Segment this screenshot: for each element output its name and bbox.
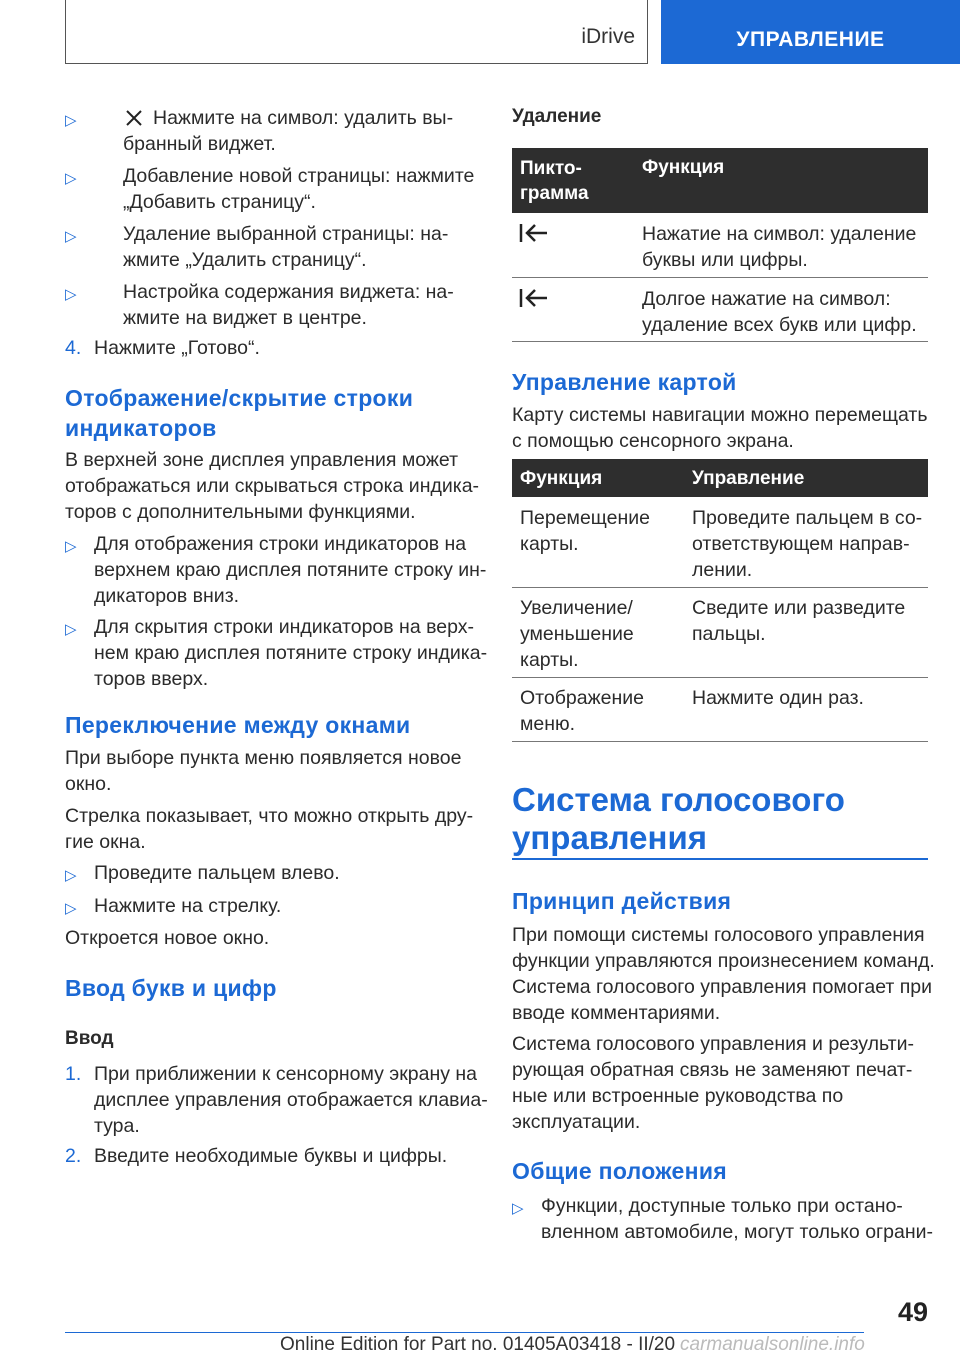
row-divider — [512, 277, 928, 278]
table-cell — [642, 286, 917, 338]
table-cell — [692, 685, 864, 711]
list-item-text: Удаление выбранной страницы: на- — [123, 223, 449, 245]
text-line: Для отображения строки индикаторов на — [94, 533, 467, 555]
watermark: carmanualsonline.info — [680, 1334, 865, 1355]
step-number: 2. — [65, 1145, 82, 1167]
header-line: грамма — [520, 183, 589, 204]
text-line: Нажмите один раз. — [692, 687, 864, 709]
text-line: Система голосового управления и результи- — [512, 1033, 914, 1055]
subheading-delete: Удаление — [512, 106, 602, 127]
table-cell — [642, 221, 916, 273]
text-line: При помощи системы голосового управления — [512, 924, 925, 946]
paragraph — [65, 803, 473, 855]
table-cell — [692, 595, 905, 647]
text-line: гие окна. — [65, 831, 146, 853]
text-line: буквы или цифры. — [642, 249, 808, 271]
paragraph — [512, 922, 935, 1026]
text-line: нем краю дисплея потяните строку индика- — [94, 642, 488, 664]
text-line: дисплее управления отображается клавиа- — [94, 1089, 488, 1111]
subheading-input: Ввод — [65, 1028, 114, 1049]
text-line: меню. — [520, 713, 576, 735]
header-box — [65, 0, 648, 64]
list-item-text: жмите на виджет в центре. — [123, 307, 367, 329]
text-line: торов вверх. — [94, 668, 209, 690]
text-line: лении. — [692, 559, 753, 581]
text-line: рующая обратная связь не заменяют печат- — [512, 1059, 913, 1081]
row-divider — [512, 741, 928, 742]
triangle-bullet-icon: ▷ — [65, 900, 77, 917]
step-number: 1. — [65, 1063, 82, 1085]
paragraph: Откроется новое окно. — [65, 927, 270, 949]
text-line: эксплуатации. — [512, 1111, 641, 1133]
row-divider — [512, 587, 928, 588]
text-line: удаление всех букв или цифр. — [642, 314, 917, 336]
text-line: тура. — [94, 1115, 140, 1137]
heading-line: индикаторов — [65, 415, 217, 441]
backspace-icon — [519, 287, 549, 309]
heading-line: управления — [512, 819, 708, 856]
table-cell — [520, 505, 650, 557]
list-item-text: Добавление новой страницы: нажмите — [123, 165, 475, 187]
paragraph — [65, 745, 461, 797]
list-item-text: „Добавить страницу“. — [123, 191, 316, 213]
heading-line: Отображение/скрытие строки — [65, 385, 414, 411]
chapter-tab-label: УПРАВЛЕНИЕ — [736, 28, 885, 51]
table-header — [512, 148, 928, 213]
triangle-bullet-icon: ▷ — [65, 867, 77, 884]
text-line: Нажмите на стрелку. — [94, 895, 282, 917]
close-icon — [125, 109, 143, 127]
paragraph — [512, 402, 928, 454]
triangle-bullet-icon: ▷ — [65, 286, 77, 303]
text-line: В верхней зоне дисплея управления может — [65, 449, 459, 471]
text-line: Введите необходимые буквы и цифры. — [94, 1145, 448, 1167]
text-line: Отображение — [520, 687, 644, 709]
text-line: ные или встроенные руководства по — [512, 1085, 844, 1107]
list-item-text: жмите „Удалить страницу“. — [123, 249, 367, 271]
text-line: с помощью сенсорного экрана. — [512, 430, 794, 452]
triangle-bullet-icon: ▷ — [65, 538, 77, 555]
triangle-bullet-icon: ▷ — [65, 170, 77, 187]
text-line: Для скрытия строки индикаторов на верх- — [94, 616, 474, 638]
chapter-tab — [661, 0, 960, 64]
triangle-bullet-icon: ▷ — [65, 112, 77, 129]
text-line: Долгое нажатие на символ: — [642, 288, 891, 310]
paragraph — [65, 447, 479, 525]
footer-rule — [65, 1332, 864, 1333]
text-line: функции управляются произнесением команд. — [512, 950, 935, 972]
heading-input: Ввод букв и цифр — [65, 975, 277, 1001]
text-line: дикаторов вниз. — [94, 585, 240, 607]
table-cell — [520, 595, 634, 673]
text-line: Система голосового управления помогает при — [512, 976, 933, 998]
text-line: пальцы. — [692, 623, 766, 645]
triangle-bullet-icon: ▷ — [65, 621, 77, 638]
table-cell — [692, 505, 922, 583]
heading-principle: Принцип действия — [512, 888, 732, 914]
text-line: уменьшение — [520, 623, 634, 645]
row-divider — [512, 341, 928, 342]
row-divider — [512, 677, 928, 678]
text-line: торов с дополнительными функциями. — [65, 501, 416, 523]
text-line: карты. — [520, 649, 579, 671]
text-line: окно. — [65, 773, 112, 795]
step-text: Нажмите „Готово“. — [94, 337, 260, 359]
table-header — [512, 459, 928, 497]
text-line: верхнем краю дисплея потяните строку ин- — [94, 559, 487, 581]
text-line: Сведите или разведите — [692, 597, 906, 619]
section-title: iDrive — [581, 25, 635, 48]
heading-status-bar — [65, 383, 413, 443]
table-cell — [520, 685, 644, 737]
column-header: Функция — [520, 468, 603, 489]
text-line: Проведите пальцем в со- — [692, 507, 923, 529]
heading-general: Общие положения — [512, 1158, 727, 1184]
text-line: Перемещение — [520, 507, 650, 529]
list-item-text: Нажмите на символ: удалить вы- — [153, 107, 454, 129]
text-line: Нажатие на символ: удаление — [642, 223, 917, 245]
text-line: карты. — [520, 533, 579, 555]
text-line: Увеличение/ — [520, 597, 633, 619]
header-line: Пикто- — [520, 158, 582, 179]
text-line: Карту системы навигации можно перемещать — [512, 404, 928, 426]
text-line: При приближении к сенсорному экрану на — [94, 1063, 477, 1085]
heading-windows: Переключение между окнами — [65, 712, 411, 738]
text-line: вводе комментариями. — [512, 1002, 721, 1024]
text-line: отображаться или скрываться строка индика- — [65, 475, 480, 497]
backspace-icon — [519, 222, 549, 244]
triangle-bullet-icon: ▷ — [512, 1200, 524, 1217]
footer-edition: Online Edition for Part no. 01405A03418 - II/20 — [280, 1334, 676, 1355]
text-line: Проведите пальцем влево. — [94, 862, 340, 884]
column-header — [520, 156, 589, 206]
page-number: 49 — [897, 1297, 928, 1327]
text-line: вленном автомобиле, могут только ограни- — [541, 1221, 933, 1243]
text-line: При выборе пункта меню появляется новое — [65, 747, 462, 769]
heading-rule — [512, 858, 928, 860]
column-header: Управление — [692, 468, 805, 489]
triangle-bullet-icon: ▷ — [65, 228, 77, 245]
list-item-text: бранный виджет. — [123, 133, 276, 155]
text-line: Стрелка показывает, что можно открыть дру- — [65, 805, 474, 827]
heading-map: Управление картой — [512, 369, 737, 395]
column-header: Функция — [642, 157, 725, 178]
text-line: ответствующем направ- — [692, 533, 910, 555]
list-item-text: Настройка содержания виджета: на- — [123, 281, 454, 303]
heading-line: Система голосового — [512, 781, 845, 818]
paragraph — [512, 1031, 914, 1135]
chapter-heading — [512, 781, 845, 857]
text-line: Функции, доступные только при остано- — [541, 1195, 903, 1217]
step-number: 4. — [65, 337, 82, 359]
